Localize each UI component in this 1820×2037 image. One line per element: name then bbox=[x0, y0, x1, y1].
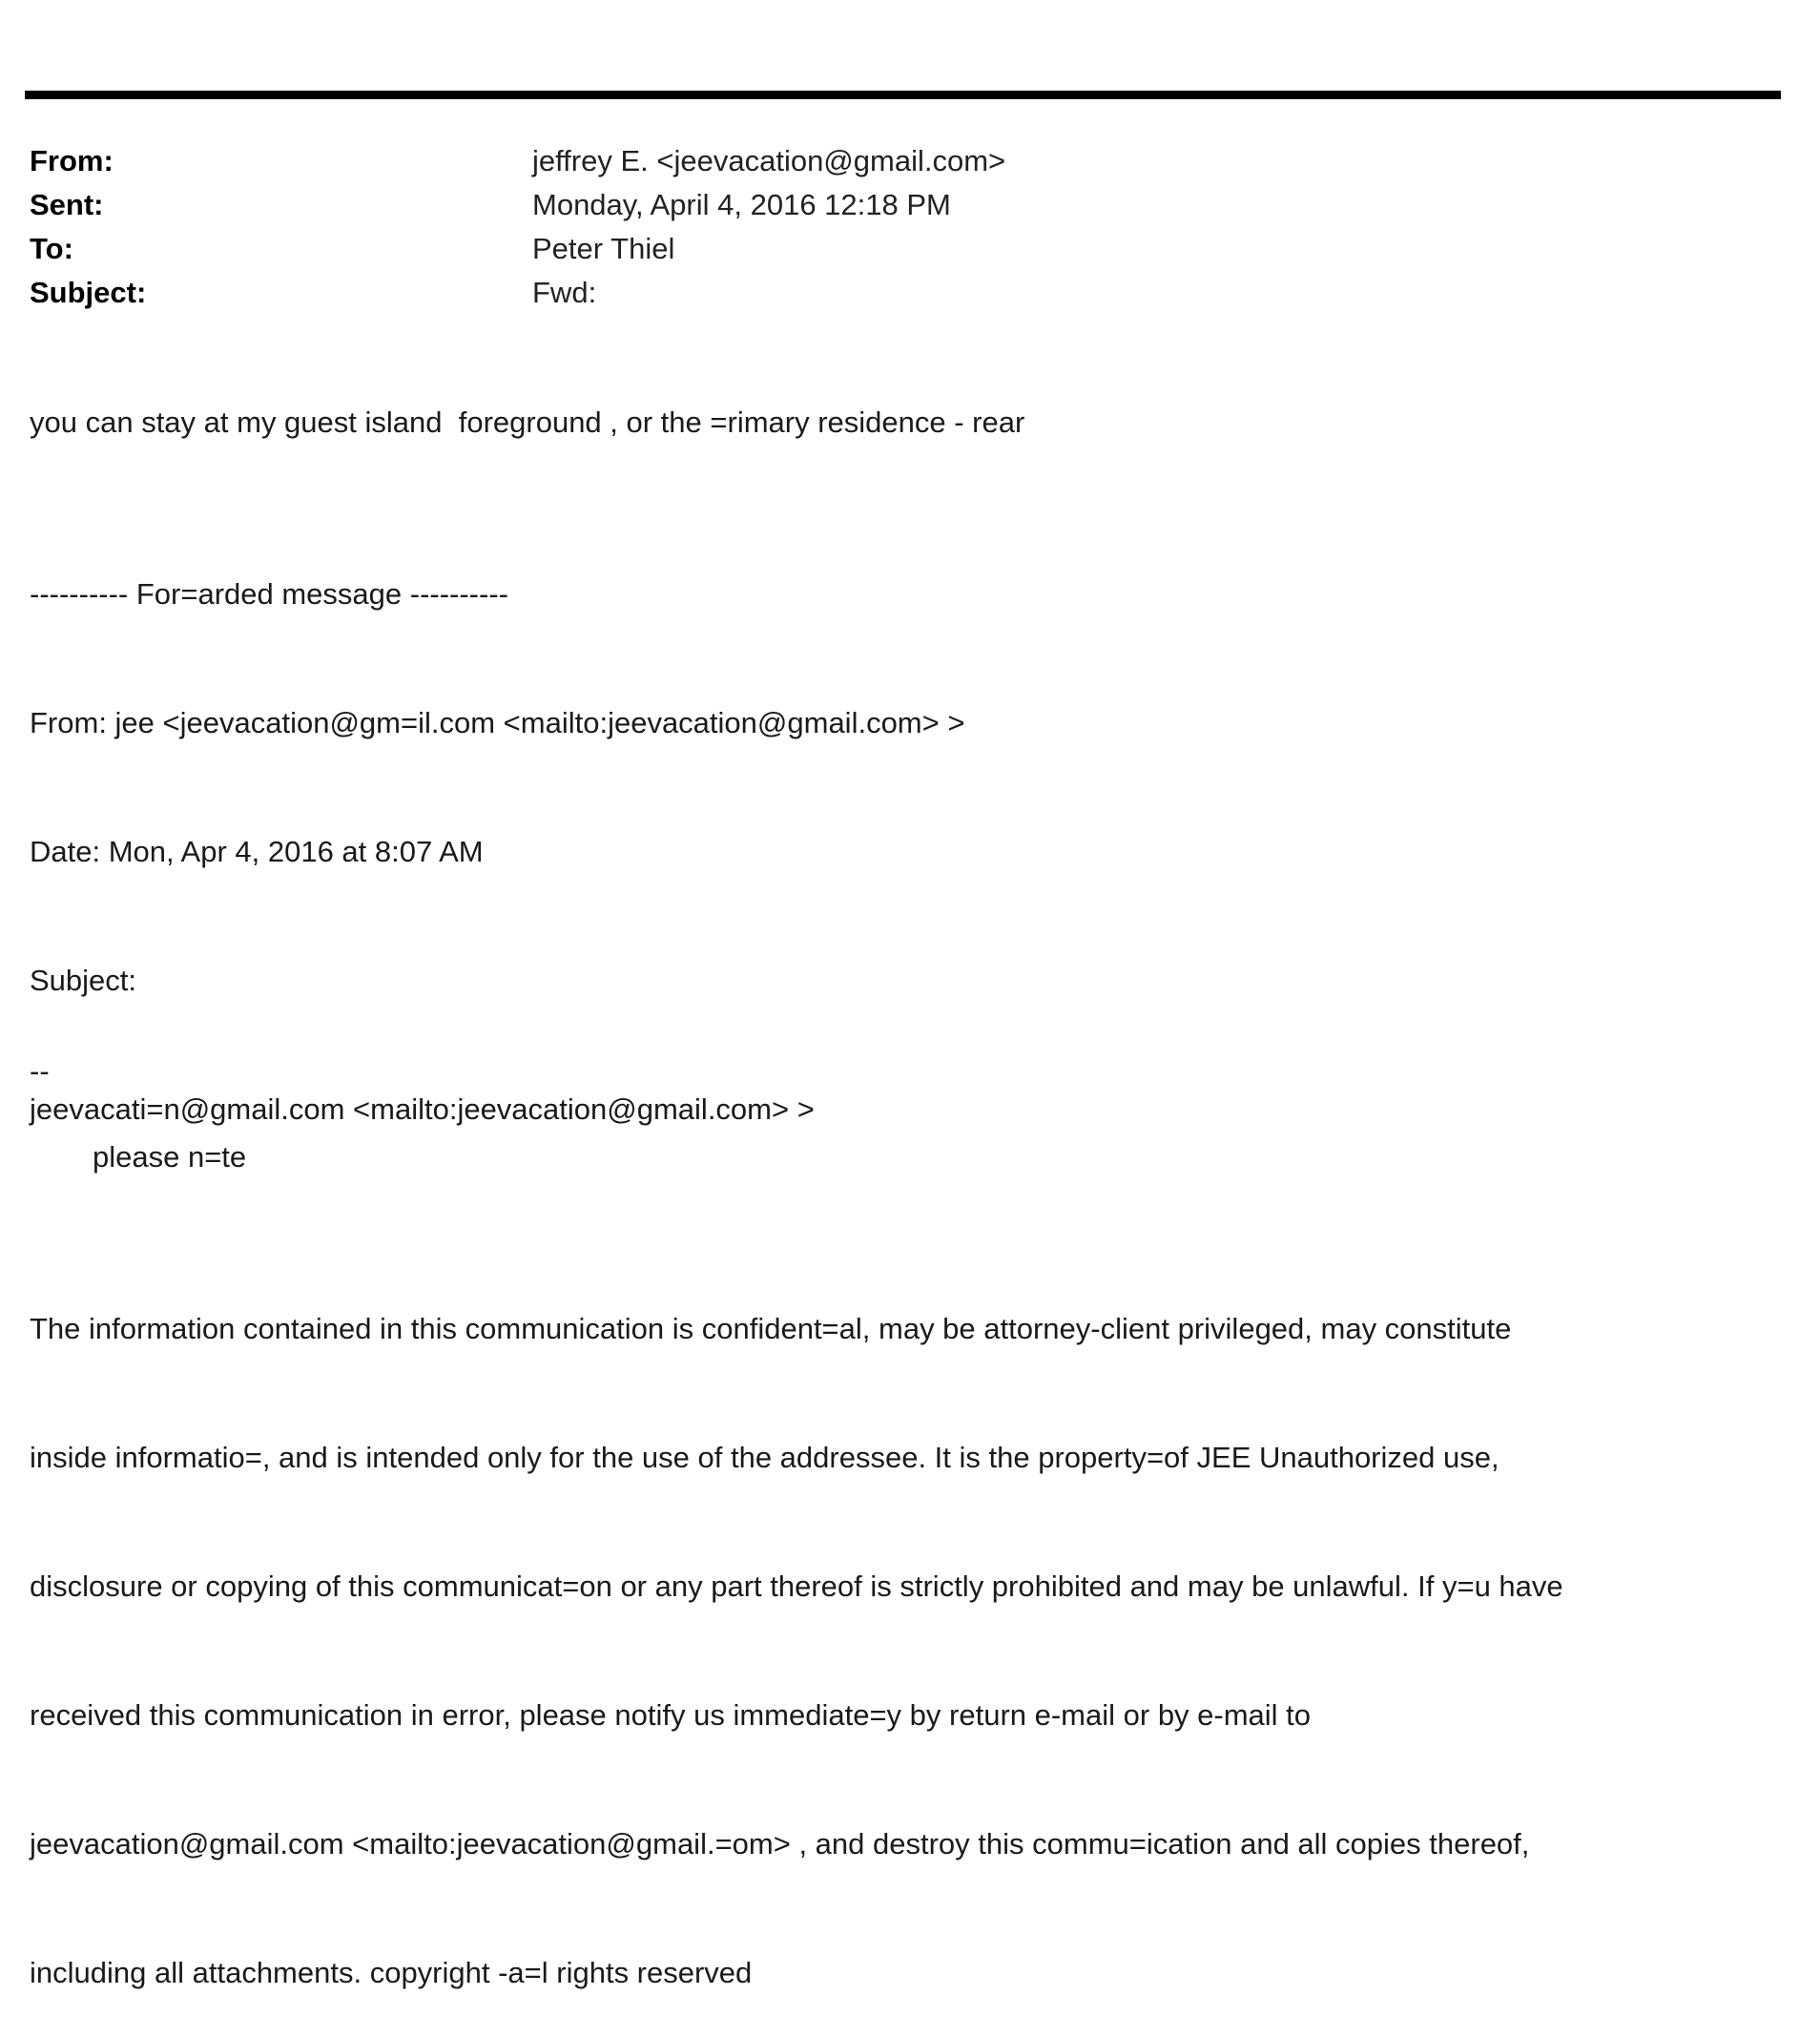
subject-row bbox=[30, 271, 1747, 315]
from-row bbox=[30, 139, 1747, 183]
subject-label: Subject: bbox=[30, 276, 147, 309]
sent-row bbox=[30, 183, 1747, 227]
forwarded-divider: ---------- For=arded message ---------- bbox=[30, 577, 508, 611]
signature-separator: -- bbox=[30, 1054, 50, 1088]
disclaimer-line: disclosure or copying of this communicat=on or any part thereof is strictly prohibited and may be unlawful. If y=u have bbox=[30, 1569, 1563, 1603]
message-lead: you can stay at my guest island foreground , or the =rimary residence - rear bbox=[30, 405, 1025, 439]
disclaimer-line: received this communication in error, please notify us immediate=y by return e-mail or by e-mail to bbox=[30, 1698, 1312, 1732]
from-label: From: bbox=[30, 144, 114, 177]
email-header bbox=[30, 139, 1747, 315]
subject-value: Fwd: bbox=[532, 276, 597, 309]
forwarded-from: From: jee <jeevacation@gm=il.com <mailto:jeevacation@gmail.com> > bbox=[30, 706, 965, 739]
to-label: To: bbox=[30, 232, 73, 265]
to-row bbox=[30, 227, 1747, 271]
header-rule bbox=[25, 91, 1781, 99]
forwarded-date: Date: Mon, Apr 4, 2016 at 8:07 AM bbox=[30, 835, 484, 868]
from-value: jeffrey E. <jeevacation@gmail.com> bbox=[532, 144, 1006, 177]
disclaimer-line: inside informatio=, and is intended only for the use of the addressee. It is the property=of JEE Unauthorized use, bbox=[30, 1441, 1499, 1474]
disclaimer bbox=[30, 1221, 1794, 2037]
sent-value: Monday, April 4, 2016 12:18 PM bbox=[532, 188, 951, 221]
disclaimer-line: The information contained in this communication is confident=al, may be attorney-client privileged, may constitute bbox=[30, 1312, 1512, 1345]
forwarded-subject: Subject: bbox=[30, 964, 137, 997]
disclaimer-line: including all attachments. copyright -a=l rights reserved bbox=[30, 1956, 753, 1989]
to-value: Peter Thiel bbox=[532, 232, 675, 265]
disclaimer-line: jeevacation@gmail.com <mailto:jeevacation@gmail.=om> , and destroy this commu=ication and all copies thereof, bbox=[30, 1827, 1530, 1860]
sent-label: Sent: bbox=[30, 188, 104, 221]
forwarded-address: jeevacati=n@gmail.com <mailto:jeevacation@gmail.com> > bbox=[30, 1092, 815, 1126]
signature-note: please n=te bbox=[93, 1140, 247, 1174]
